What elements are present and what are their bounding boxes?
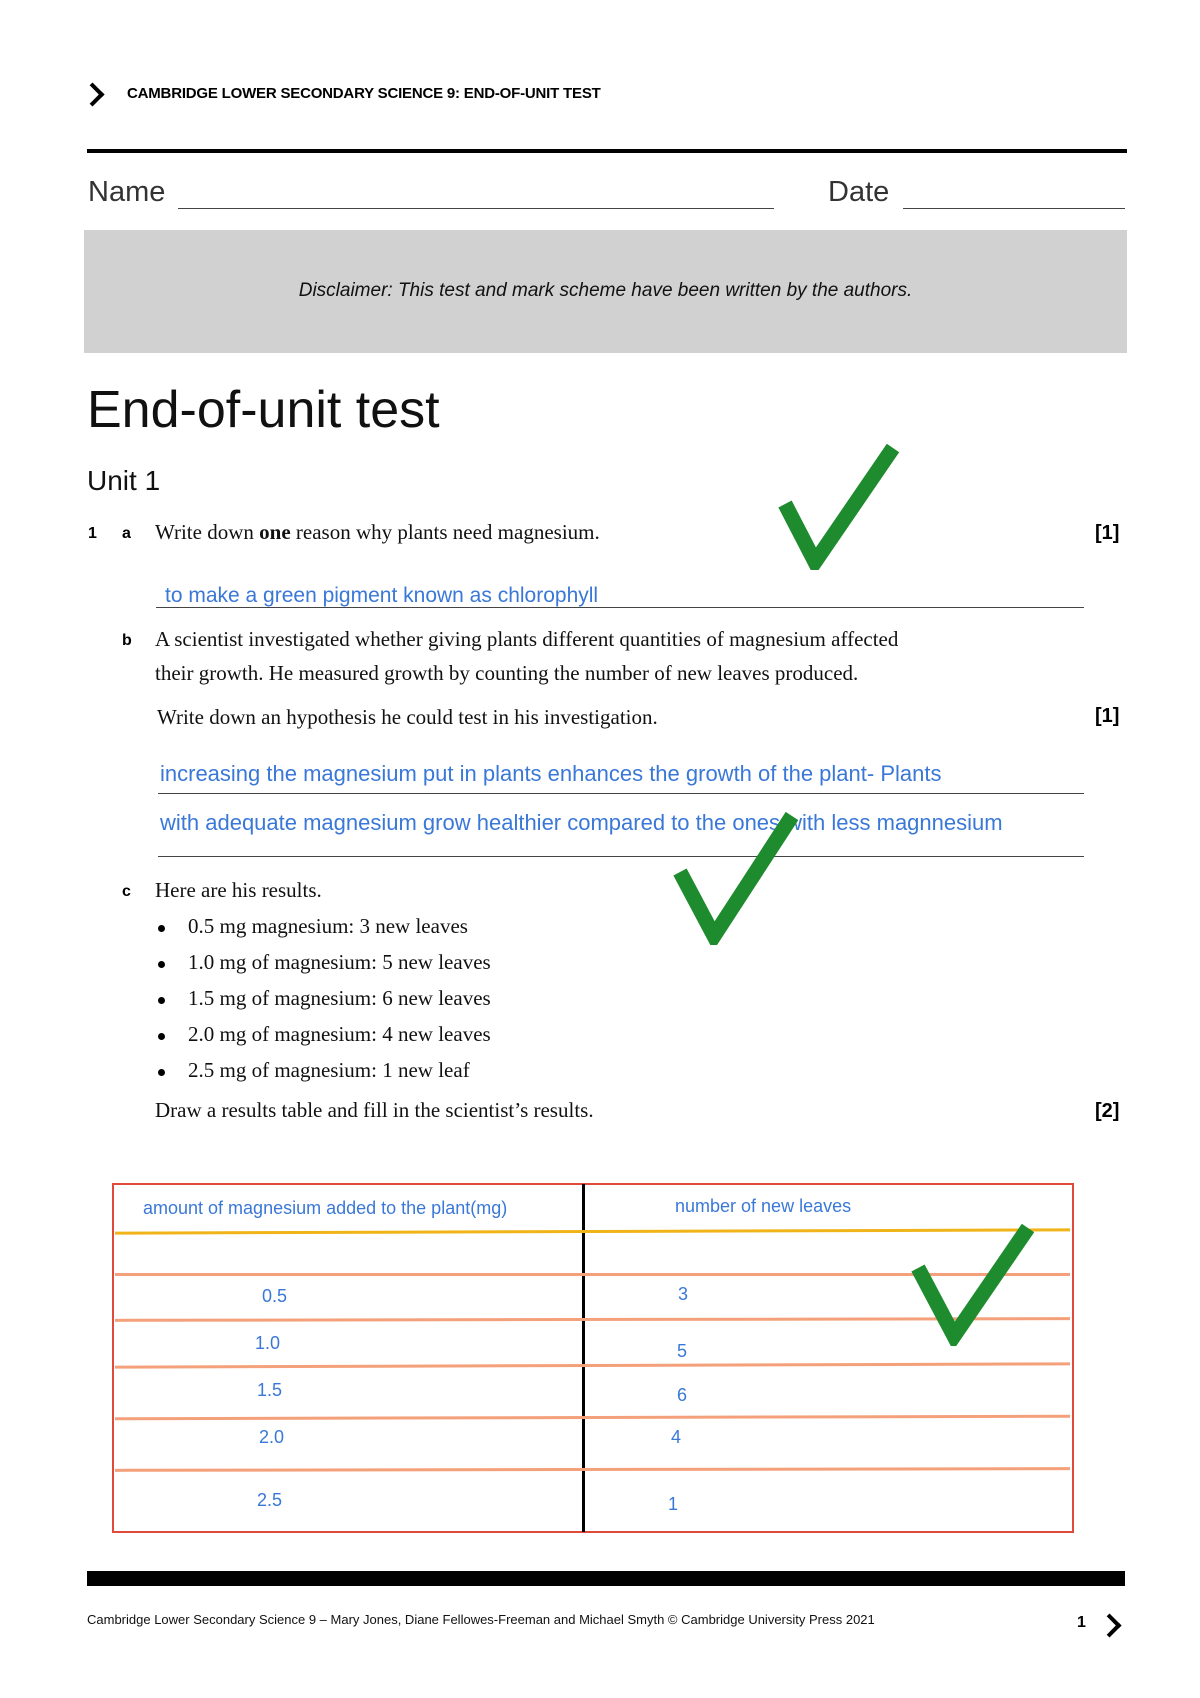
table-cell: 0.5 [262, 1286, 288, 1306]
question-1c-instruction: Draw a results table and fill in the scientist’s results. [155, 1098, 594, 1122]
table-cell: 6 [677, 1385, 688, 1405]
question-number: 1 [88, 525, 97, 542]
footer-credit: Cambridge Lower Secondary Science 9 – Mary Jones, Diane Fellowes-Freeman and Michael Smyth © Cambridge University Press 2021 [87, 1612, 875, 1627]
table-cell: 1.5 [257, 1380, 283, 1400]
table-cell: 1.0 [255, 1333, 281, 1353]
question-1a-text: Write down one reason why plants need magnesium. [155, 520, 600, 544]
marks-1c: [2] [1095, 1100, 1120, 1122]
table-header-cell: amount of magnesium added to the plant(mg) [143, 1198, 508, 1218]
table-header-cell: number of new leaves [675, 1196, 852, 1216]
checkmark-icon [775, 440, 905, 570]
question-1b-instruction: Write down an hypothesis he could test in his investigation. [157, 705, 658, 729]
answer-1b-line2: with adequate magnesium grow healthier compared to the ones with less magnnesium [160, 810, 1003, 835]
header-rule [87, 149, 1127, 153]
name-label: Name [88, 176, 166, 208]
table-cell: 1 [668, 1494, 679, 1514]
bullet-icon [158, 1069, 165, 1076]
answer-1b-line1: increasing the magnesium put in plants enhances the growth of the plant- Plants [160, 761, 942, 786]
question-1b-text-line2: their growth. He measured growth by counting the number of new leaves produced. [155, 661, 859, 685]
page-title: End-of-unit test [87, 381, 440, 439]
table-cell: 5 [677, 1341, 688, 1361]
page-number: 1 [1077, 1614, 1086, 1631]
result-item: 0.5 mg magnesium: 3 new leaves [188, 914, 468, 938]
part-letter-c: c [122, 883, 131, 900]
result-item: 2.0 mg of magnesium: 4 new leaves [188, 1022, 491, 1046]
result-item: 2.5 mg of magnesium: 1 new leaf [188, 1058, 470, 1082]
bullet-icon [158, 961, 165, 968]
unit-heading: Unit 1 [87, 465, 161, 496]
question-1c-intro: Here are his results. [155, 878, 322, 902]
bullet-icon [158, 1033, 165, 1040]
answer-1a: to make a green pigment known as chlorophyll [165, 584, 599, 607]
result-item: 1.5 mg of magnesium: 6 new leaves [188, 986, 491, 1010]
table-cell: 3 [678, 1284, 689, 1304]
marks-1a: [1] [1095, 522, 1120, 544]
marks-1b: [1] [1095, 705, 1120, 727]
part-letter-b: b [122, 632, 132, 649]
chevron-right-icon [1097, 1613, 1121, 1637]
disclaimer-text: Disclaimer: This test and mark scheme have been written by the authors. [298, 280, 913, 301]
table-cell: 2.0 [259, 1427, 285, 1447]
footer-rule [87, 1571, 1125, 1586]
running-title: CAMBRIDGE LOWER SECONDARY SCIENCE 9: END-OF-UNIT TEST [127, 85, 601, 102]
result-item: 1.0 mg of magnesium: 5 new leaves [188, 950, 491, 974]
table-cell: 2.5 [257, 1490, 283, 1510]
table-column-divider [582, 1184, 585, 1532]
bullet-icon [158, 997, 165, 1004]
date-field[interactable] [903, 207, 1125, 209]
answer-line-1b-2[interactable] [158, 855, 1084, 857]
bullet-icon [158, 925, 165, 932]
checkmark-icon [910, 1218, 1035, 1346]
name-field[interactable] [178, 207, 774, 209]
chevron-right-icon [80, 82, 104, 106]
date-label: Date [828, 176, 890, 208]
table-cell: 4 [671, 1427, 682, 1447]
question-1b-text-line1: A scientist investigated whether giving plants different quantities of magnesium affected [155, 627, 899, 651]
part-letter-a: a [122, 525, 131, 542]
checkmark-icon [672, 810, 802, 945]
answer-line-1b-1[interactable] [158, 792, 1084, 794]
